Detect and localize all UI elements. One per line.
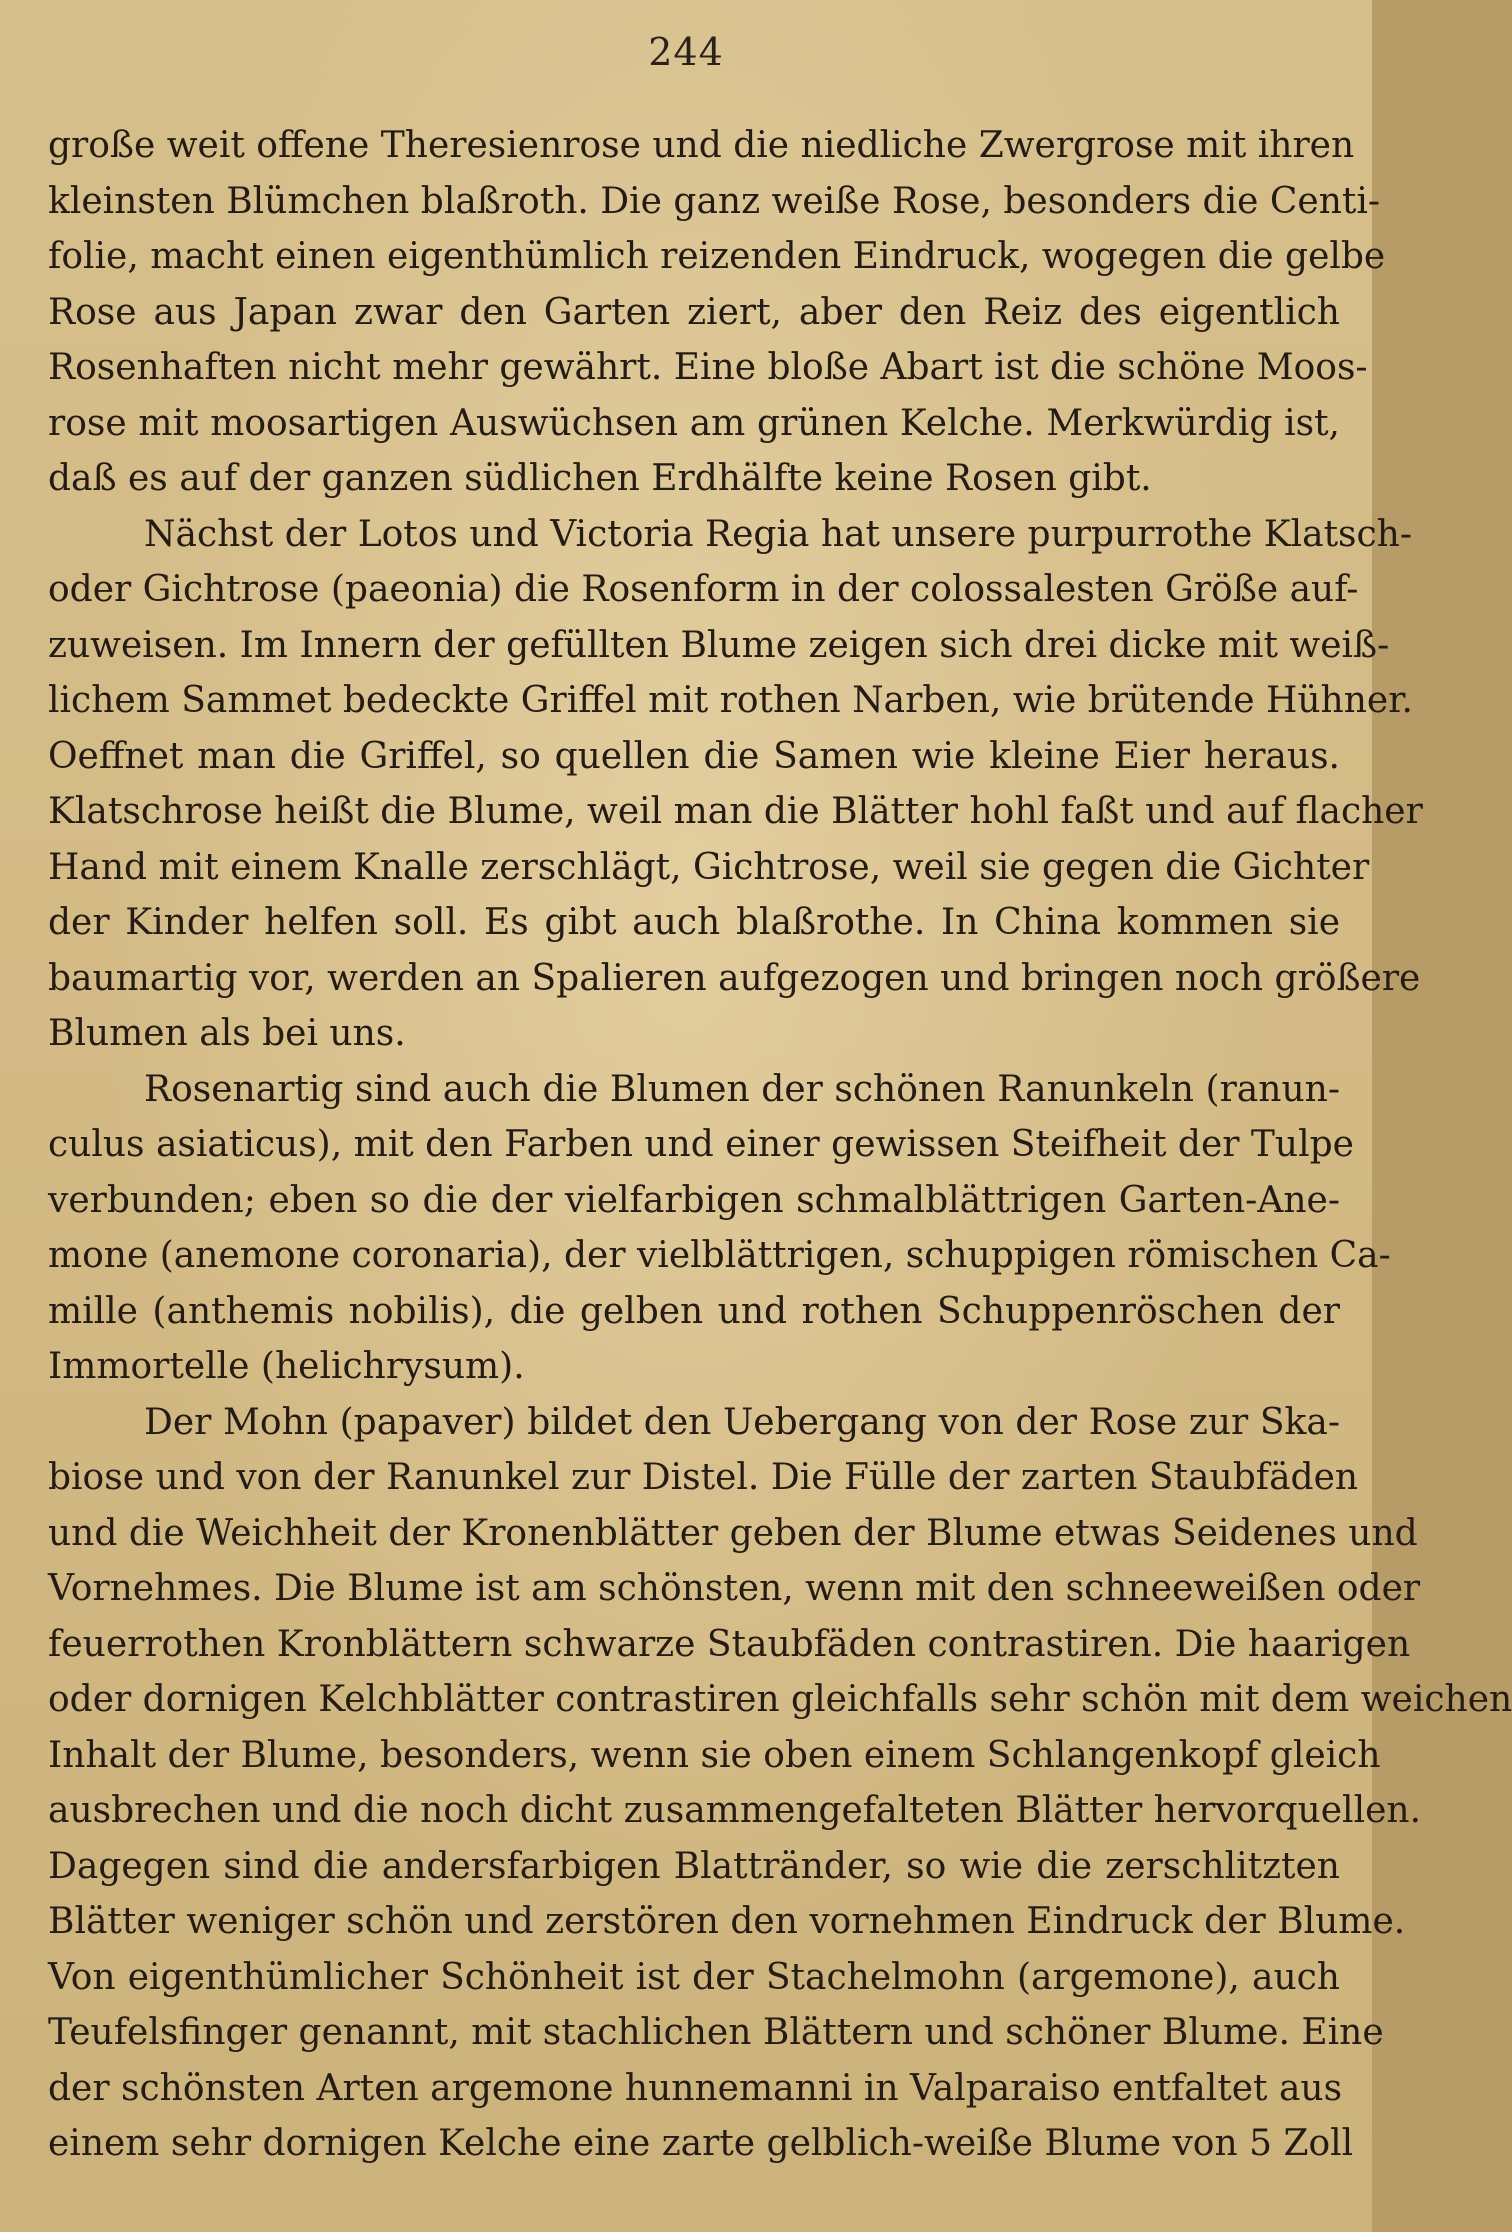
text-line: Rosenhaften nicht mehr gewährt. Eine bloße Abart ist die schöne Moos- (48, 347, 1368, 388)
text-line: folie, macht einen eigenthümlich reizenden Eindruck, wogegen die gelbe (48, 236, 1386, 277)
text-line: feuerrothen Kronblättern schwarze Staubfäden contrastiren. Die haarigen (48, 1623, 1411, 1665)
text-line: Klatschrose heißt die Blume, weil man die Blätter hohl faßt und auf flacher (48, 791, 1423, 832)
text-line: Immortelle (helichrysum). (48, 1346, 525, 1387)
text-line: Hand mit einem Knalle zerschlägt, Gichtrose, weil sie gegen die Gichter (48, 846, 1370, 888)
text-line: Von eigenthümlicher Schönheit ist der Stachelmohn (argemone), auch (48, 1956, 1340, 1998)
text-line: daß es auf der ganzen südlichen Erdhälfte keine Rosen gibt. (48, 458, 1152, 499)
text-line: Blumen als bei uns. (48, 1013, 406, 1054)
text-line: Inhalt der Blume, besonders, wenn sie oben einem Schlangenkopf gleich (48, 1734, 1381, 1776)
text-line: mone (anemone coronaria), der vielblättrigen, schuppigen römischen Ca- (48, 1235, 1391, 1276)
text-line: der Kinder helfen soll. Es gibt auch blaßrothe. In China kommen sie (48, 902, 1340, 943)
text-line: Rose aus Japan zwar den Garten ziert, aber den Reiz des eigentlich (48, 291, 1340, 333)
text-line: Dagegen sind die andersfarbigen Blattränder, so wie die zerschlitzten (48, 1845, 1340, 1887)
text-line: große weit offene Theresienrose und die niedliche Zwergrose mit ihren (48, 125, 1355, 166)
body-text (48, 118, 1512, 2172)
text-line: rose mit moosartigen Auswüchsen am grünen Kelche. Merkwürdig ist, (48, 402, 1340, 444)
text-line: Oeffnet man die Griffel, so quellen die Samen wie kleine Eier heraus. (48, 735, 1340, 777)
text-line: verbunden; eben so die der vielfarbigen schmalblättrigen Garten-Ane- (48, 1179, 1340, 1221)
page-number: 244 (648, 30, 724, 74)
text-line: biose und von der Ranunkel zur Distel. Die Fülle der zarten Staubfäden (48, 1457, 1359, 1498)
paragraph-start-line: Der Mohn (papaver) bildet den Uebergang von der Rose zur Ska- (144, 1401, 1340, 1443)
text-line: kleinsten Blümchen blaßroth. Die ganz weiße Rose, besonders die Centi- (48, 180, 1381, 222)
text-line: ausbrechen und die noch dicht zusammengefalteten Blätter hervorquellen. (48, 1790, 1422, 1831)
text-line: Blätter weniger schön und zerstören den vornehmen Eindruck der Blume. (48, 1901, 1406, 1942)
text-line: der schönsten Arten argemone hunnemanni in Valparaiso entfaltet aus (48, 2067, 1343, 2109)
text-line: Teufelsfinger genannt, mit stachlichen Blättern und schöner Blume. Eine (48, 2012, 1384, 2053)
text-line: oder dornigen Kelchblätter contrastiren gleichfalls sehr schön mit dem weichen (48, 1679, 1512, 1720)
text-line: lichem Sammet bedeckte Griffel mit rothen Narben, wie brütende Hühner. (48, 680, 1413, 721)
text-line: mille (anthemis nobilis), die gelben und rothen Schuppenröschen der (48, 1290, 1340, 1332)
text-line: oder Gichtrose (paeonia) die Rosenform in der colossalesten Größe auf- (48, 569, 1359, 610)
paragraph-start-line: Nächst der Lotos und Victoria Regia hat unsere purpurrothe Klatsch- (144, 513, 1413, 555)
text-line: einem sehr dornigen Kelche eine zarte gelblich-weiße Blume von 5 Zoll (48, 2123, 1354, 2164)
text-line: baumartig vor, werden an Spalieren aufgezogen und bringen noch größere (48, 957, 1421, 999)
text-line: Vornehmes. Die Blume ist am schönsten, wenn mit den schneeweißen oder (48, 1568, 1421, 1609)
paragraph-start-line: Rosenartig sind auch die Blumen der schönen Ranunkeln (ranun- (144, 1068, 1340, 1110)
text-line: zuweisen. Im Innern der gefüllten Blume zeigen sich drei dicke mit weiß- (48, 624, 1390, 666)
text-line: und die Weichheit der Kronenblätter geben der Blume etwas Seidenes und (48, 1512, 1418, 1554)
text-line: culus asiaticus), mit den Farben und einer gewissen Steifheit der Tulpe (48, 1124, 1354, 1165)
